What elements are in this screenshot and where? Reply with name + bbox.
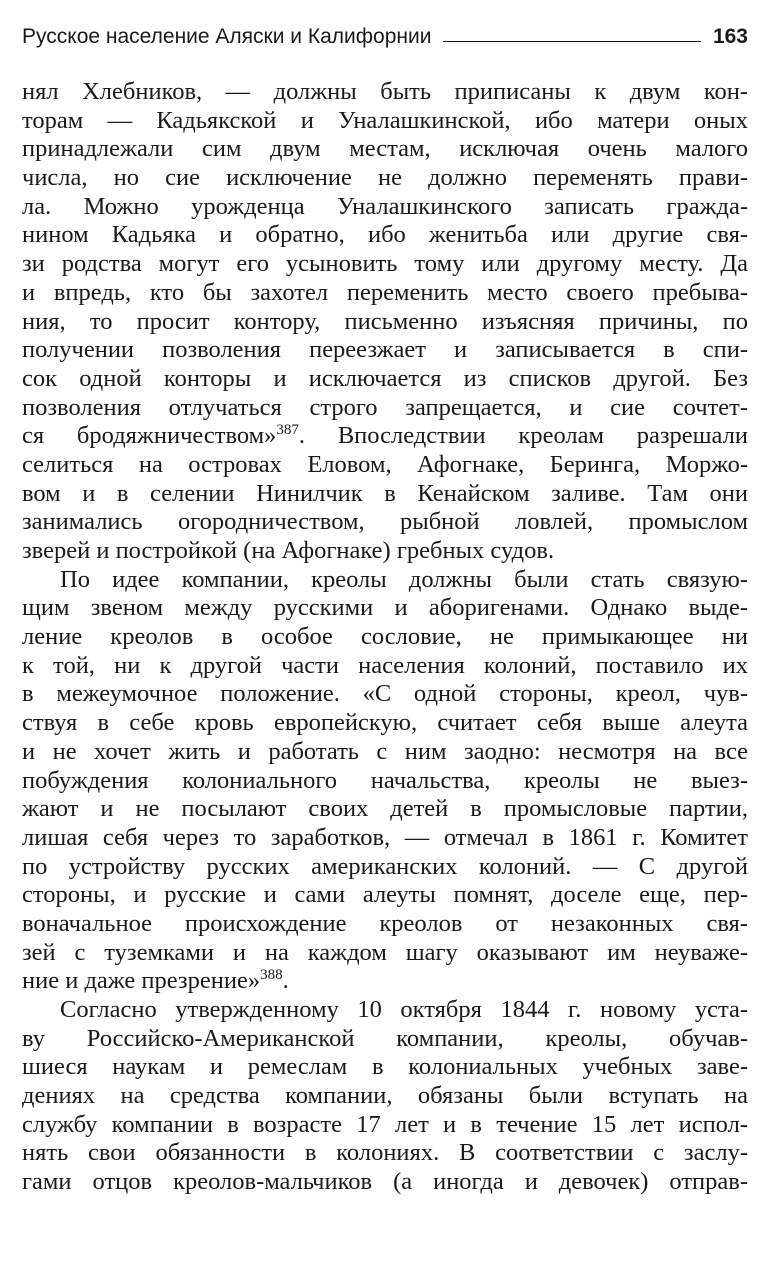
text-line <box>22 709 748 738</box>
text-line <box>22 250 748 279</box>
line-text: шиеся наукам и ремеслам в колониальных учебных заве- <box>22 1053 748 1081</box>
line-text: принадлежали сим двум местам, исключая очень малого <box>22 135 748 163</box>
header-rule <box>443 41 700 42</box>
text-line <box>22 680 748 709</box>
line-text: зи родства могут его усыновить тому или другому месту. Да <box>22 250 748 278</box>
text-line <box>22 394 748 423</box>
line-text: щим звеном между русскими и аборигенами. Однако выде- <box>22 594 748 622</box>
line-text: нином Кадьяка и обратно, ибо женитьба или другие свя- <box>22 221 748 249</box>
line-text-continued: . Впоследствии креолам разрешали <box>298 422 748 450</box>
running-header <box>22 22 748 52</box>
line-text: и впредь, кто бы захотел переменить место своего пребыва- <box>22 278 748 306</box>
line-text: гами отцов креолов-мальчиков (а иногда и девочек) отправ- <box>22 1168 748 1196</box>
text-line <box>22 824 748 853</box>
text-line <box>22 107 748 136</box>
text-line <box>22 1168 748 1197</box>
text-line <box>22 508 748 537</box>
text-line <box>22 135 748 164</box>
line-text: нял Хлебников, — должны быть приписаны к двум кон- <box>22 78 748 105</box>
line-text: позволения отлучаться строго запрещается, и сие сочтет- <box>22 393 748 421</box>
text-line <box>22 78 748 107</box>
text-line <box>22 594 748 623</box>
text-line <box>22 1025 748 1054</box>
line-text: ся бродяжничеством» <box>22 422 277 450</box>
line-text: торам — Кадьякской и Уналашкинской, ибо матери оных <box>22 106 748 134</box>
line-text: стороны, и русские и сами алеуты помнят, доселе еще, пер- <box>22 881 748 909</box>
text-line <box>22 652 748 681</box>
line-text-continued: . <box>282 967 289 995</box>
line-text: нять свои обязанности в колониях. В соответствии с заслу- <box>22 1139 748 1167</box>
line-text: ление креолов в особое сословие, не примыкающее ни <box>22 623 748 651</box>
footnote-marker: 387 <box>276 422 299 439</box>
line-text: жают и не посылают своих детей в промысловые партии, <box>22 795 748 823</box>
line-text: ния, то просит контору, письменно изъясняя причины, по <box>22 307 748 335</box>
text-line <box>22 308 748 337</box>
line-text: получении позволения переезжает и записывается в спи- <box>22 336 748 364</box>
text-line <box>22 451 748 480</box>
line-text: лишая себя через то заработков, — отмечал в 1861 г. Комитет <box>22 823 748 851</box>
text-line <box>22 566 748 595</box>
footnote-marker: 388 <box>260 967 283 984</box>
line-text: числа, но сие исключение не должно переменять прави- <box>22 164 748 192</box>
line-text: ствуя в себе кровь европейскую, считает себя выше алеута <box>22 709 748 737</box>
text-line <box>22 967 748 996</box>
line-text: ву Российско-Американской компании, креолы, обучав- <box>22 1024 748 1052</box>
line-text: дениях на средства компании, обязаны были вступать на <box>22 1082 748 1110</box>
text-line <box>22 1139 748 1168</box>
line-text: занимались огородничеством, рыбной ловлей, промыслом <box>22 508 748 536</box>
paragraph <box>22 996 748 1197</box>
text-line <box>22 221 748 250</box>
text-line <box>22 537 748 566</box>
text-line <box>22 910 748 939</box>
paragraph <box>22 78 748 566</box>
text-line <box>22 193 748 222</box>
text-line <box>22 738 748 767</box>
line-text: и не хочет жить и работать с ним заодно: несмотря на все <box>22 737 748 765</box>
line-text: сок одной конторы и исключается из списков другой. Без <box>22 364 748 392</box>
text-line <box>22 767 748 796</box>
text-line <box>22 795 748 824</box>
line-text: побуждения колониального начальства, креолы не выез- <box>22 766 748 794</box>
text-line <box>22 939 748 968</box>
text-line <box>22 279 748 308</box>
text-line <box>22 853 748 882</box>
text-line <box>22 1111 748 1140</box>
text-line <box>22 623 748 652</box>
line-text: По идее компании, креолы должны были стать связую- <box>60 565 748 593</box>
line-text: зверей и постройкой (на Афогнаке) гребных судов. <box>22 537 555 564</box>
text-line <box>22 422 748 451</box>
text-line <box>22 1082 748 1111</box>
text-line <box>22 365 748 394</box>
line-text: вом и в селении Нинилчик в Кенайском заливе. Там они <box>22 479 748 507</box>
running-header-title: Русское население Аляски и Калифорнии <box>22 25 432 48</box>
paragraph <box>22 566 748 996</box>
line-text: в межеумочное положение. «С одной стороны, креол, чув- <box>22 680 748 708</box>
line-text: службу компании в возрасте 17 лет и в течение 15 лет испол- <box>22 1110 748 1138</box>
text-line <box>22 1053 748 1082</box>
text-line <box>22 336 748 365</box>
line-text: ние и даже презрение» <box>22 967 261 995</box>
line-text: селиться на островах Еловом, Афогнаке, Беринга, Моржо- <box>22 450 748 478</box>
text-line <box>22 996 748 1025</box>
line-text: зей с туземками и на каждом шагу оказывают им неуваже- <box>22 938 748 966</box>
line-text: к той, ни к другой части населения колоний, поставило их <box>22 651 748 679</box>
line-text: Согласно утвержденному 10 октября 1844 г. новому уста- <box>60 996 748 1023</box>
page-number: 163 <box>712 25 748 48</box>
line-text: по устройству русских американских колоний. — С другой <box>22 852 748 880</box>
text-line <box>22 480 748 509</box>
text-line <box>22 881 748 910</box>
text-line <box>22 164 748 193</box>
body-text <box>22 78 748 1197</box>
line-text: воначальное происхождение креолов от незаконных свя- <box>22 909 748 937</box>
line-text: ла. Можно урожденца Уналашкинского записать гражда- <box>22 192 748 220</box>
